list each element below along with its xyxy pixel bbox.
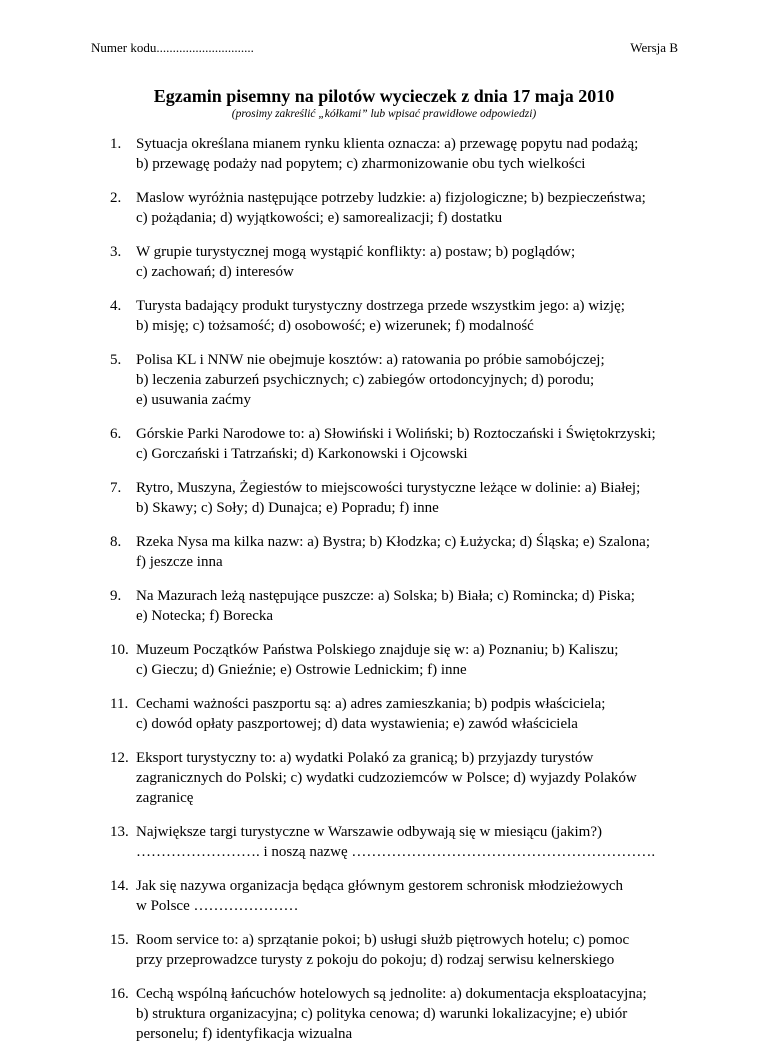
question-text-line: b) struktura organizacyjna; c) polityka cenowa; d) warunki lokalizacyjne; e) ubiór bbox=[136, 1006, 628, 1022]
question-text-line: c) pożądania; d) wyjątkowości; e) samorealizacji; f) dostatku bbox=[136, 210, 503, 226]
question-item bbox=[110, 532, 690, 572]
question-text-line: Muzeum Początków Państwa Polskiego znajduje się w: a) Poznaniu; b) Kaliszu; bbox=[136, 642, 619, 658]
question-text bbox=[136, 350, 690, 410]
question-item bbox=[110, 586, 690, 626]
question-text-line: c) dowód opłaty paszportowej; d) data wystawienia; e) zawód właściciela bbox=[136, 716, 578, 732]
question-item bbox=[110, 424, 690, 464]
question-item bbox=[110, 188, 690, 228]
question-text-line: Cechami ważności paszportu są: a) adres zamieszkania; b) podpis właściciela; bbox=[136, 696, 606, 712]
question-text-line: Największe targi turystyczne w Warszawie odbywają się w miesiącu (jakim?) bbox=[136, 824, 602, 840]
question-text-line: b) przewagę podaży nad popytem; c) zharmonizowanie obu tych wielkości bbox=[136, 156, 586, 172]
question-text bbox=[136, 984, 690, 1044]
question-text bbox=[136, 188, 690, 228]
question-text bbox=[136, 478, 690, 518]
question-text bbox=[136, 296, 690, 336]
question-text-line: zagranicznych do Polski; c) wydatki cudzoziemców w Polsce; d) wyjazdy Polaków bbox=[136, 770, 637, 786]
question-item bbox=[110, 134, 690, 174]
question-number: 6. bbox=[110, 426, 122, 442]
question-text-line: Górskie Parki Narodowe to: a) Słowiński i Woliński; b) Roztoczański i Świętokrzyski; bbox=[136, 426, 656, 442]
page-title: Egzamin pisemny na pilotów wycieczek z dnia 17 maja 2010 bbox=[153, 86, 615, 106]
question-item bbox=[110, 296, 690, 336]
question-text bbox=[136, 930, 690, 970]
question-number: 9. bbox=[110, 588, 122, 604]
question-text-line: ……………………. i noszą nazwę ……………………………………………………. bbox=[136, 844, 656, 860]
question-text-line: Eksport turystyczny to: a) wydatki Polakó za granicą; b) przyjazdy turystów bbox=[136, 750, 594, 766]
question-text-line: w Polsce ………………… bbox=[136, 898, 299, 914]
question-text-line: Sytuacja określana mianem rynku klienta oznacza: a) przewagę popytu nad podażą; bbox=[136, 136, 639, 152]
question-text bbox=[136, 586, 690, 626]
question-number: 3. bbox=[110, 244, 122, 260]
question-text-line: f) jeszcze inna bbox=[136, 554, 223, 570]
question-number: 7. bbox=[110, 480, 122, 496]
question-number: 10. bbox=[110, 642, 129, 658]
question-text bbox=[136, 822, 690, 862]
question-text bbox=[136, 694, 690, 734]
question-item bbox=[110, 478, 690, 518]
question-text-line: Rzeka Nysa ma kilka nazw: a) Bystra; b) Kłodzka; c) Łużycka; d) Śląska; e) Szalona; bbox=[136, 534, 650, 550]
question-text bbox=[136, 242, 690, 282]
question-text-line: personelu; f) identyfikacja wizualna bbox=[136, 1026, 353, 1042]
question-text-line: c) Gorczański i Tatrzański; d) Karkonowski i Ojcowski bbox=[136, 446, 468, 462]
question-number: 16. bbox=[110, 986, 129, 1002]
question-text-line: b) leczenia zaburzeń psychicznych; c) zabiegów ortodoncyjnych; d) porodu; bbox=[136, 372, 595, 388]
question-item bbox=[110, 822, 690, 862]
question-text bbox=[136, 876, 690, 916]
question-text bbox=[136, 748, 690, 808]
question-text-line: c) Gieczu; d) Gnieźnie; e) Ostrowie Lednickim; f) inne bbox=[136, 662, 467, 678]
question-text-line: Rytro, Muszyna, Żegiestów to miejscowości turystyczne leżące w dolinie: a) Białej; bbox=[136, 480, 641, 496]
question-text-line: W grupie turystycznej mogą wystąpić konflikty: a) postaw; b) poglądów; bbox=[136, 244, 576, 260]
question-number: 11. bbox=[110, 696, 129, 712]
question-item bbox=[110, 350, 690, 410]
question-text-line: Room service to: a) sprzątanie pokoi; b) usługi służb piętrowych hotelu; c) pomoc bbox=[136, 932, 630, 948]
question-item bbox=[110, 640, 690, 680]
question-text-line: e) usuwania zaćmy bbox=[136, 392, 251, 408]
question-number: 14. bbox=[110, 878, 129, 894]
question-text-line: e) Notecka; f) Borecka bbox=[136, 608, 274, 624]
question-number: 5. bbox=[110, 352, 122, 368]
question-text-line: przy przeprowadzce turysty z pokoju do pokoju; d) rodzaj serwisu kelnerskiego bbox=[136, 952, 615, 968]
question-text-line: Cechą wspólną łańcuchów hotelowych są jednolite: a) dokumentacja eksploatacyjna; bbox=[136, 986, 647, 1002]
question-number: 8. bbox=[110, 534, 122, 550]
question-item bbox=[110, 930, 690, 970]
question-text bbox=[136, 532, 690, 572]
question-text-line: Turysta badający produkt turystyczny dostrzega przede wszystkim jego: a) wizję; bbox=[136, 298, 625, 314]
question-text-line: c) zachowań; d) interesów bbox=[136, 264, 294, 280]
question-text bbox=[136, 640, 690, 680]
question-number: 15. bbox=[110, 932, 129, 948]
question-text-line: zagranicę bbox=[136, 790, 194, 806]
version-label: Wersja B bbox=[630, 40, 678, 55]
question-number: 2. bbox=[110, 190, 122, 206]
question-number: 4. bbox=[110, 298, 122, 314]
page-subtitle: (prosimy zakreślić „kółkami” lub wpisać prawidłowe odpowiedzi) bbox=[231, 108, 537, 120]
question-text-line: Jak się nazywa organizacja będąca głównym gestorem schronisk młodzieżowych bbox=[136, 878, 624, 894]
question-item bbox=[110, 876, 690, 916]
question-list bbox=[110, 134, 690, 1058]
question-number: 1. bbox=[110, 136, 122, 152]
question-item bbox=[110, 984, 690, 1044]
code-number-label: Numer kodu.............................. bbox=[91, 40, 254, 55]
question-item bbox=[110, 242, 690, 282]
question-text-line: Polisa KL i NNW nie obejmuje kosztów: a) ratowania po próbie samobójczej; bbox=[136, 352, 605, 368]
question-text-line: b) Skawy; c) Soły; d) Dunajca; e) Popradu; f) inne bbox=[136, 500, 439, 516]
question-text bbox=[136, 424, 690, 464]
question-text-line: Na Mazurach leżą następujące puszcze: a) Solska; b) Biała; c) Romincka; d) Piska; bbox=[136, 588, 635, 604]
question-text-line: b) misję; c) tożsamość; d) osobowość; e) wizerunek; f) modalność bbox=[136, 318, 534, 334]
question-text bbox=[136, 134, 690, 174]
question-number: 12. bbox=[110, 750, 129, 766]
question-number: 13. bbox=[110, 824, 129, 840]
question-item bbox=[110, 748, 690, 808]
question-item bbox=[110, 694, 690, 734]
question-text-line: Maslow wyróżnia następujące potrzeby ludzkie: a) fizjologiczne; b) bezpieczeństwa; bbox=[136, 190, 646, 206]
